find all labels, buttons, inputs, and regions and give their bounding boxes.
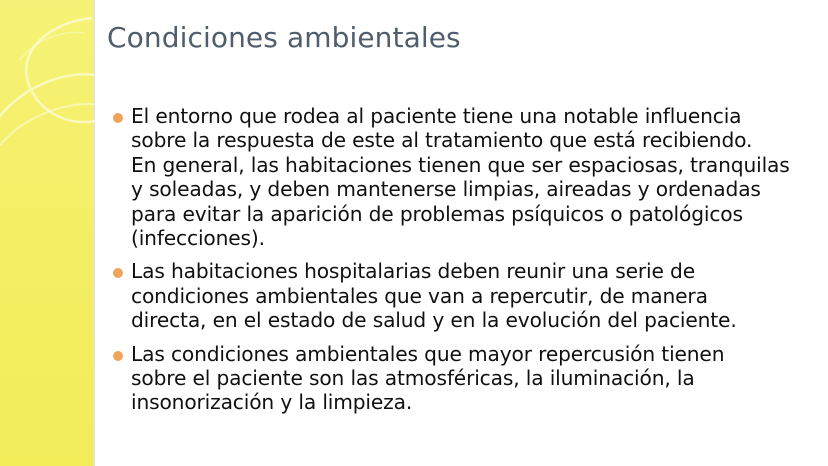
slide-title: Condiciones ambientales (107, 21, 461, 54)
bullet-dot-icon (113, 351, 123, 361)
bullet-dot-icon (113, 113, 123, 123)
bullet-line: directa, en el estado de salud y en la evolución del paciente. (131, 308, 737, 333)
bullet-item (108, 259, 820, 332)
bullet-item (108, 342, 820, 415)
bullet-item (108, 104, 820, 250)
bullet-list (108, 104, 820, 424)
bullet-line: Las habitaciones hospitalarias deben reunir una serie de (131, 259, 695, 284)
bullet-line: y soleadas, y deben mantenerse limpias, aireadas y ordenadas (131, 177, 761, 202)
bullet-line: El entorno que rodea al paciente tiene una notable influencia (131, 104, 742, 128)
bullet-line: En general, las habitaciones tienen que ser espaciosas, tranquilas (131, 152, 790, 177)
bullet-line: (infecciones). (131, 226, 265, 251)
bullet-line: sobre la respuesta de este al tratamiento que está recibiendo. (131, 128, 753, 153)
bullet-line: Las condiciones ambientales que mayor repercusión tienen (131, 341, 725, 366)
bullet-line: condiciones ambientales que van a repercutir, de manera (131, 283, 708, 308)
bullet-line: insonorización y la limpieza. (131, 390, 413, 415)
bullet-dot-icon (113, 268, 123, 278)
bullet-line: sobre el paciente son las atmosféricas, la iluminación, la (131, 366, 695, 391)
bullet-line: para evitar la aparición de problemas psíquicos o patológicos (131, 201, 743, 226)
